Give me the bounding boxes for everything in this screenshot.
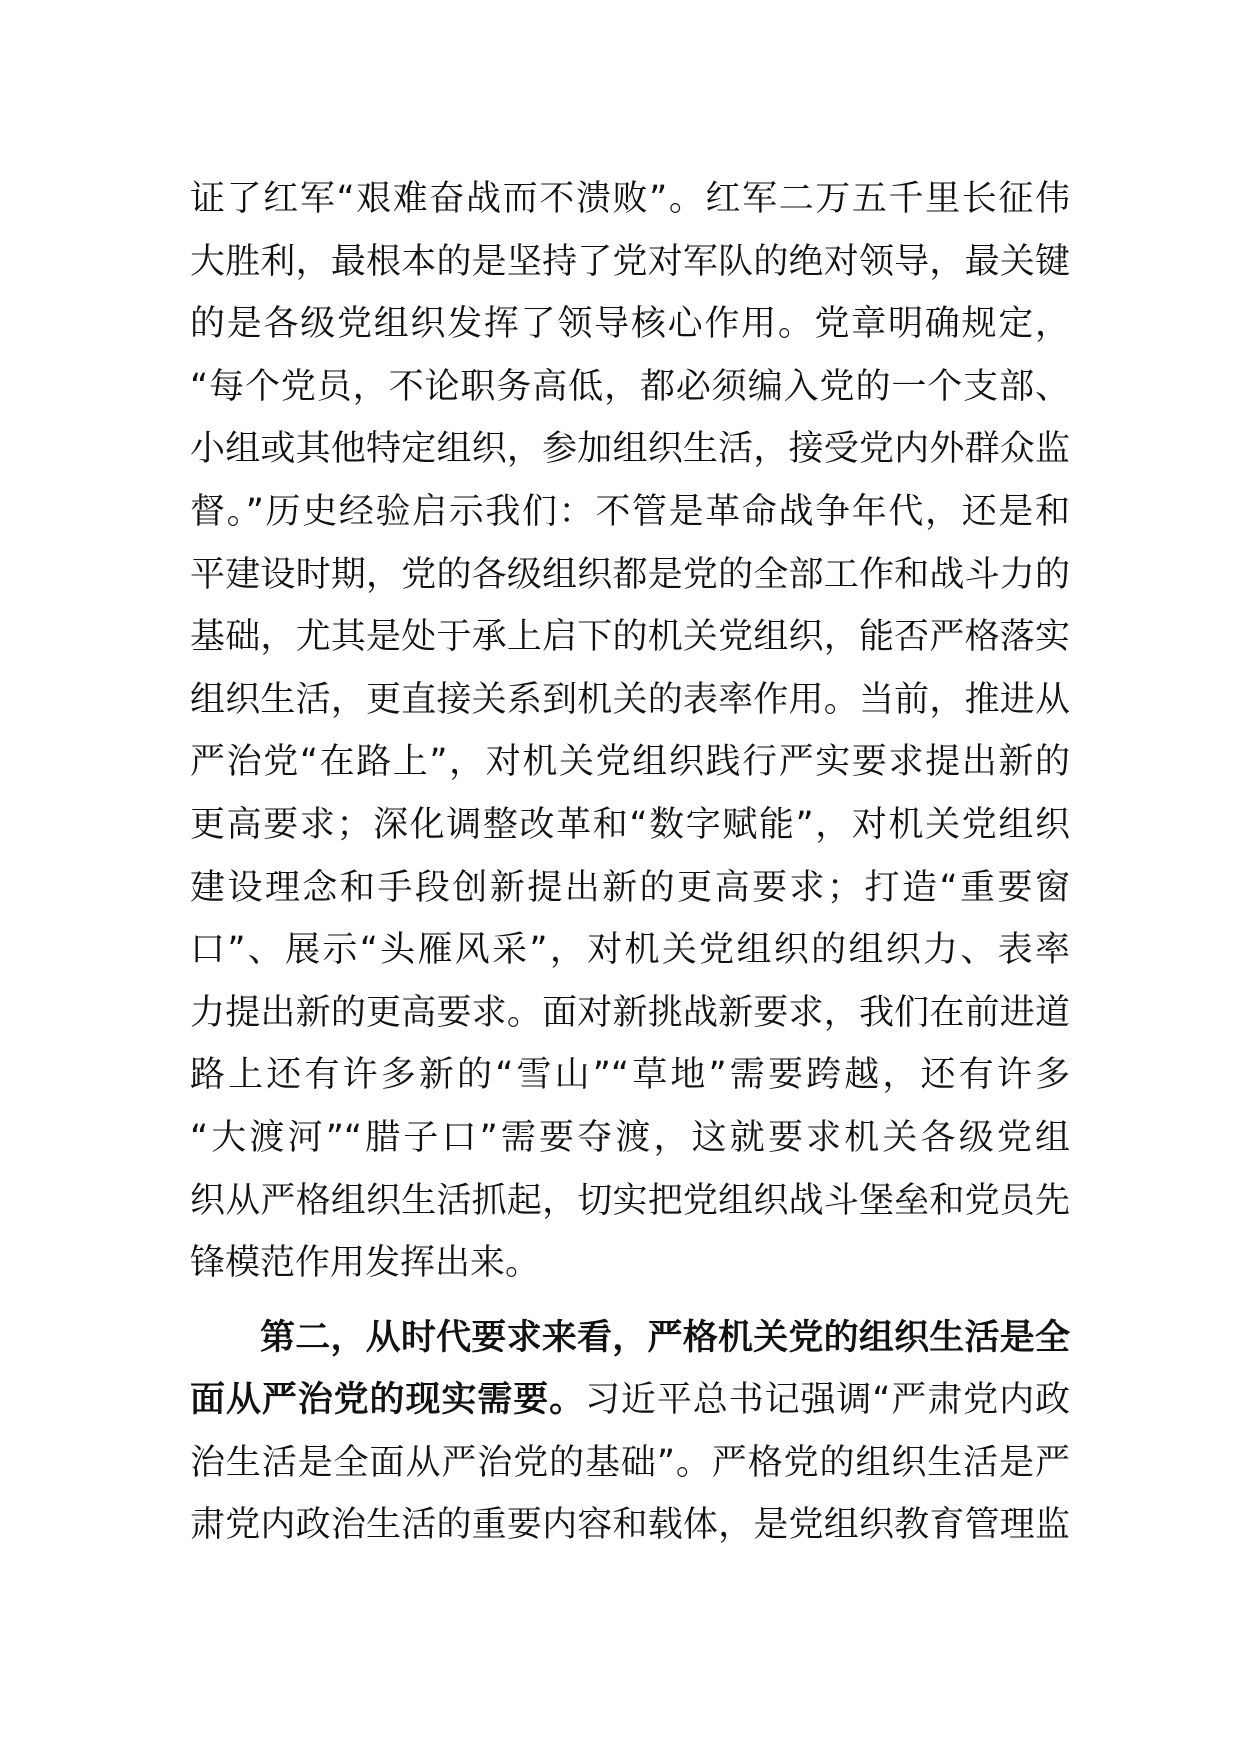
text-line: 督。”历史经验启示我们：不管是革命战争年代，还是和 [190, 491, 1070, 532]
text-line: 锋模范作用发挥出来。 [190, 1243, 541, 1284]
text-line: 织从严格组织生活抓起，切实把党组织战斗堡垒和党员先 [190, 1180, 1070, 1221]
body-text [190, 168, 1070, 1557]
paragraph-2 [190, 1307, 1070, 1557]
text-line: 基础，尤其是处于承上启下的机关党组织，能否严格落实 [190, 617, 1070, 658]
text-line: 力提出新的更高要求。面对新挑战新要求，我们在前进道 [190, 992, 1070, 1033]
text-line: 小组或其他特定组织，参加组织生活，接受党内外群众监 [190, 429, 1070, 470]
text-line: 治生活是全面从严治党的基础”。严格党的组织生活是严 [190, 1442, 1070, 1483]
text-line: 组织生活，更直接关系到机关的表率作用。当前，推进从 [190, 679, 1070, 720]
text-line: 大胜利，最根本的是坚持了党对军队的绝对领导，最关键 [190, 241, 1070, 282]
text-line: 肃党内政治生活的重要内容和载体，是党组织教育管理监 [190, 1505, 1070, 1546]
text-segment: 习近平总书记强调“严肃党内政 [585, 1380, 1070, 1421]
text-line: 更高要求；深化调整改革和“数字赋能”，对机关党组织 [190, 804, 1070, 845]
text-line: “每个党员，不论职务高低，都必须编入党的一个支部、 [190, 366, 1070, 407]
text-line: 建设理念和手段创新提出新的更高要求；打造“重要窗 [190, 867, 1070, 908]
paragraph-1 [190, 168, 1070, 1295]
paragraph-gap [190, 1295, 1070, 1307]
text-line: 严治党“在路上”，对机关党组织践行严实要求提出新的 [190, 742, 1070, 783]
text-line: 平建设时期，党的各级组织都是党的全部工作和战斗力的 [190, 554, 1070, 595]
heading-tail: 面从严治党的现实需要。 [190, 1380, 586, 1421]
text-line: 证了红军“艰难奋战而不溃败”。红军二万五千里长征伟 [190, 179, 1070, 219]
text-line: 路上还有许多新的“雪山”“草地”需要跨越，还有许多 [190, 1055, 1070, 1096]
text-line: “大渡河”“腊子口”需要夺渡，这就要求机关各级党组 [190, 1117, 1070, 1158]
text-line: 口”、展示“头雁风采”，对机关党组织的组织力、表率 [190, 930, 1070, 971]
heading-line: 第二，从时代要求来看，严格机关党的组织生活是全 [260, 1317, 1070, 1358]
text-line [190, 1369, 1070, 1432]
text-line: 的是各级党组织发挥了领导核心作用。党章明确规定， [190, 304, 1070, 345]
